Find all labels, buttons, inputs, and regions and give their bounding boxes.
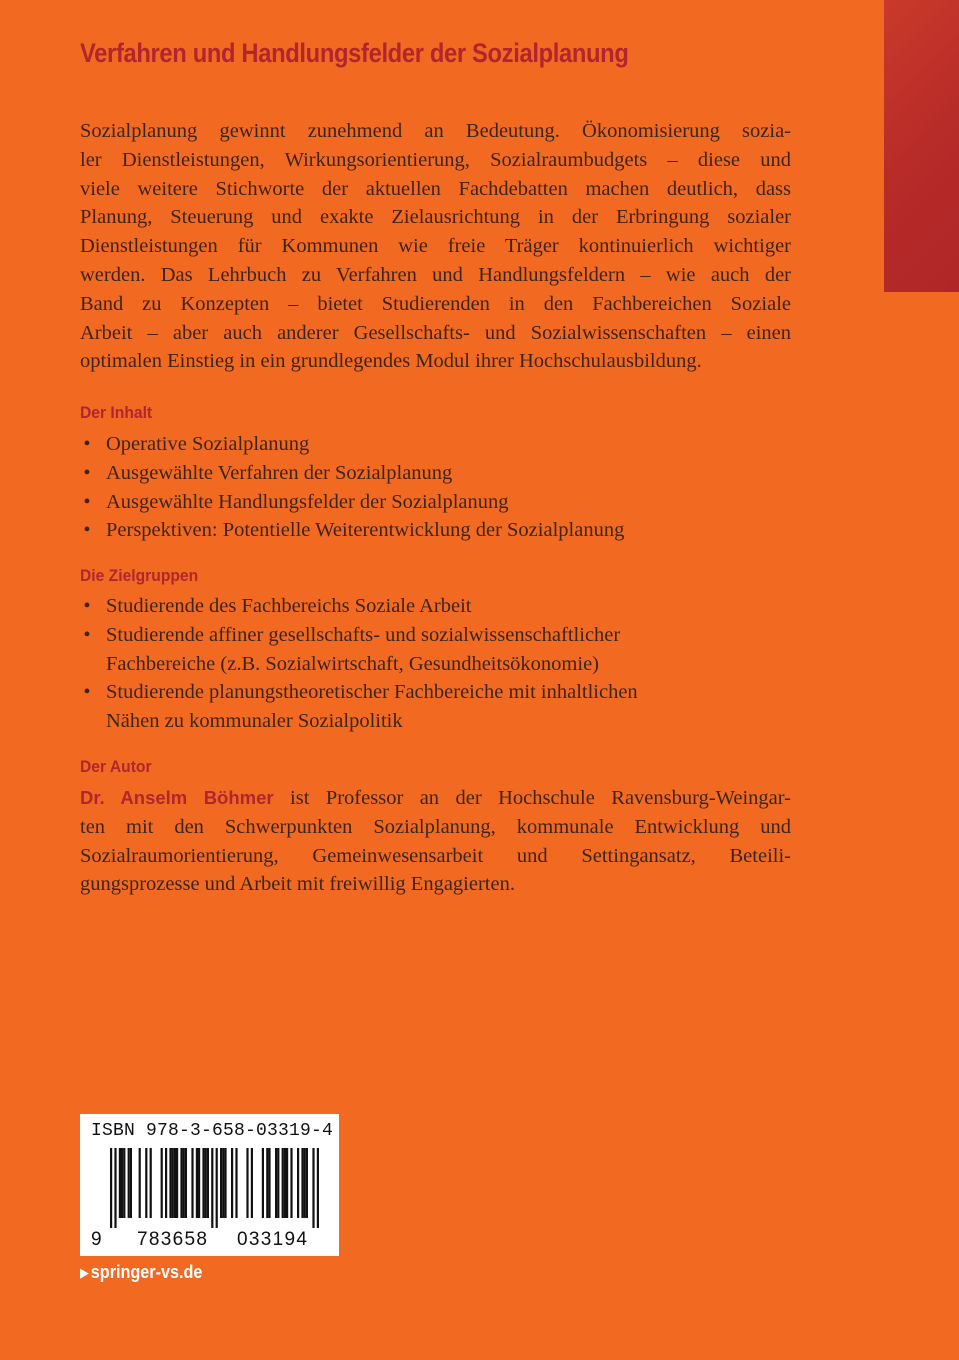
bullet-icon: • (83, 595, 91, 617)
publisher-link[interactable] (80, 1262, 202, 1283)
barcode-bar (231, 1148, 233, 1218)
barcode-bar (165, 1148, 167, 1218)
blurb-line: Sozialplanung gewinnt zunehmend an Bedeutung. Ökonomisierung sozia- (80, 120, 791, 142)
barcode-bar (110, 1148, 112, 1228)
barcode-bar (312, 1148, 314, 1228)
list-item-text: Studierende des Fachbereichs Soziale Arbeit (106, 595, 472, 617)
barcode-bar (130, 1148, 132, 1218)
bullet-icon: • (83, 681, 91, 704)
play-arrow-icon: ▶ (80, 1265, 89, 1280)
barcode-bar (251, 1148, 253, 1218)
barcode-bar (145, 1148, 147, 1218)
contents-list (80, 430, 800, 545)
barcode-bar (180, 1148, 182, 1218)
barcode-bar (169, 1148, 171, 1218)
list-item-text: Nähen zu kommunaler Sozialpolitik (106, 710, 403, 733)
barcode-bar (297, 1148, 299, 1218)
author-name: Dr. Anselm Böhmer (80, 787, 274, 808)
author-paragraph (80, 784, 791, 899)
barcode-digits-right: 033194 (237, 1229, 309, 1250)
barcode-digits-left: 783658 (137, 1229, 209, 1250)
barcode-bar (174, 1148, 176, 1218)
author-heading: Der Autor (80, 757, 152, 776)
barcode-bar (176, 1148, 178, 1218)
barcode-bar (286, 1148, 288, 1218)
list-item-text: Fachbereiche (z.B. Sozialwirtschaft, Gesundheitsökonomie) (106, 652, 599, 675)
barcode-bar (216, 1148, 218, 1228)
list-item (80, 678, 800, 736)
barcode-bar (235, 1148, 237, 1218)
blurb-line: Planung, Steuerung und exakte Zielausrichtung in der Erbringung sozialer (80, 206, 791, 229)
barcode-bar (262, 1148, 264, 1218)
audience-list (80, 592, 800, 736)
bullet-icon: • (83, 519, 91, 542)
list-item-text: Ausgewählte Handlungsfelder der Sozialplanung (106, 490, 509, 513)
author-line: gungsprozesse und Arbeit mit freiwillig Engagierten. (80, 873, 515, 896)
publisher-url: springer-vs.de (90, 1262, 203, 1282)
isbn-barcode-box (80, 1114, 339, 1256)
bullet-icon: • (83, 623, 91, 646)
contents-heading: Der Inhalt (80, 403, 153, 422)
list-item-text: Studierende planungstheoretischer Fachbereiche mit inhaltlichen (106, 681, 638, 704)
barcode-digit-first: 9 (91, 1229, 102, 1250)
list-item (80, 430, 800, 459)
list-item (80, 516, 800, 545)
bullet-icon: • (83, 490, 91, 513)
list-item-text: Ausgewählte Verfahren der Sozialplanung (106, 461, 453, 484)
corner-color-block (884, 0, 959, 292)
list-item-text: Studierende affiner gesellschafts- und sozialwissenschaftlicher (106, 623, 621, 646)
barcode-bar (207, 1148, 209, 1218)
blurb-line: Band zu Konzepten – bietet Studierenden in den Fachbereichen Soziale (80, 292, 791, 315)
barcode-bar (119, 1148, 121, 1218)
barcode-bar (222, 1148, 224, 1218)
barcode-bar (183, 1148, 185, 1218)
author-line (80, 784, 791, 813)
cover-title: Verfahren und Handlungsfelder der Sozialplanung (80, 38, 629, 68)
barcode-bar (284, 1148, 286, 1218)
barcode-bar (277, 1148, 279, 1218)
list-item (80, 459, 800, 488)
barcode-bar (196, 1148, 198, 1218)
barcode-bar (205, 1148, 207, 1218)
barcode-bar (301, 1148, 303, 1218)
barcode-bar (290, 1148, 292, 1218)
barcode-bar (191, 1148, 193, 1218)
author-line: ten mit den Schwerpunkten Sozialplanung, kommunale Entwicklung und (80, 815, 791, 838)
barcode-bar (128, 1148, 130, 1218)
list-item-text: Perspektiven: Potentielle Weiterentwicklung der Sozialplanung (106, 519, 625, 542)
list-item (80, 621, 800, 679)
barcode-bar (306, 1148, 308, 1218)
barcode-bar (150, 1148, 152, 1218)
blurb-line: viele weitere Stichworte der aktuellen Fachdebatten machen deutlich, dass (80, 177, 791, 200)
list-item (80, 488, 800, 517)
barcode-bar (211, 1148, 213, 1228)
barcode-bar (161, 1148, 163, 1218)
barcode-bar (185, 1148, 187, 1218)
audience-heading: Die Zielgruppen (80, 566, 199, 585)
barcode-bar (268, 1148, 270, 1218)
barcode-bar (123, 1148, 125, 1218)
blurb-line: Arbeit – aber auch anderer Gesellschafts- und Sozialwissenschaften – einen (80, 321, 791, 344)
barcode-bar (172, 1148, 174, 1218)
isbn-label: ISBN 978-3-658-03319-4 (91, 1121, 334, 1141)
barcode-bar (220, 1148, 222, 1218)
barcode-bar (304, 1148, 306, 1218)
author-line-rest: ist Professor an der Hochschule Ravensburg-Weingar- (273, 787, 791, 809)
barcode-bar (121, 1148, 123, 1218)
list-item-text: Operative Sozialplanung (106, 433, 310, 455)
barcode-bar (198, 1148, 200, 1218)
author-line: Sozialraumorientierung, Gemeinwesensarbeit und Settingansatz, Beteili- (80, 844, 791, 867)
blurb-paragraph (80, 117, 791, 376)
blurb-line: Dienstleistungen für Kommunen wie freie Träger kontinuierlich wichtiger (80, 235, 791, 258)
barcode-bar (246, 1148, 248, 1218)
barcode-bar (114, 1148, 116, 1228)
blurb-line: werden. Das Lehrbuch zu Verfahren und Handlungsfeldern – wie auch der (80, 263, 791, 286)
bullet-icon: • (83, 461, 91, 484)
bullet-icon: • (83, 433, 91, 455)
barcode-image (80, 1114, 339, 1256)
barcode-bar (139, 1148, 141, 1218)
barcode-bar (317, 1148, 319, 1228)
barcode-bar (282, 1148, 284, 1218)
blurb-line: ler Dienstleistungen, Wirkungsorientierung, Sozialraumbudgets – diese und (80, 148, 791, 171)
barcode-bar (224, 1148, 226, 1218)
list-item (80, 592, 800, 621)
barcode-bar (202, 1148, 204, 1218)
blurb-line: optimalen Einstieg in ein grundlegendes Modul ihrer Hochschulausbildung. (80, 350, 702, 373)
barcode-bar (275, 1148, 277, 1218)
barcode-bar (266, 1148, 268, 1218)
